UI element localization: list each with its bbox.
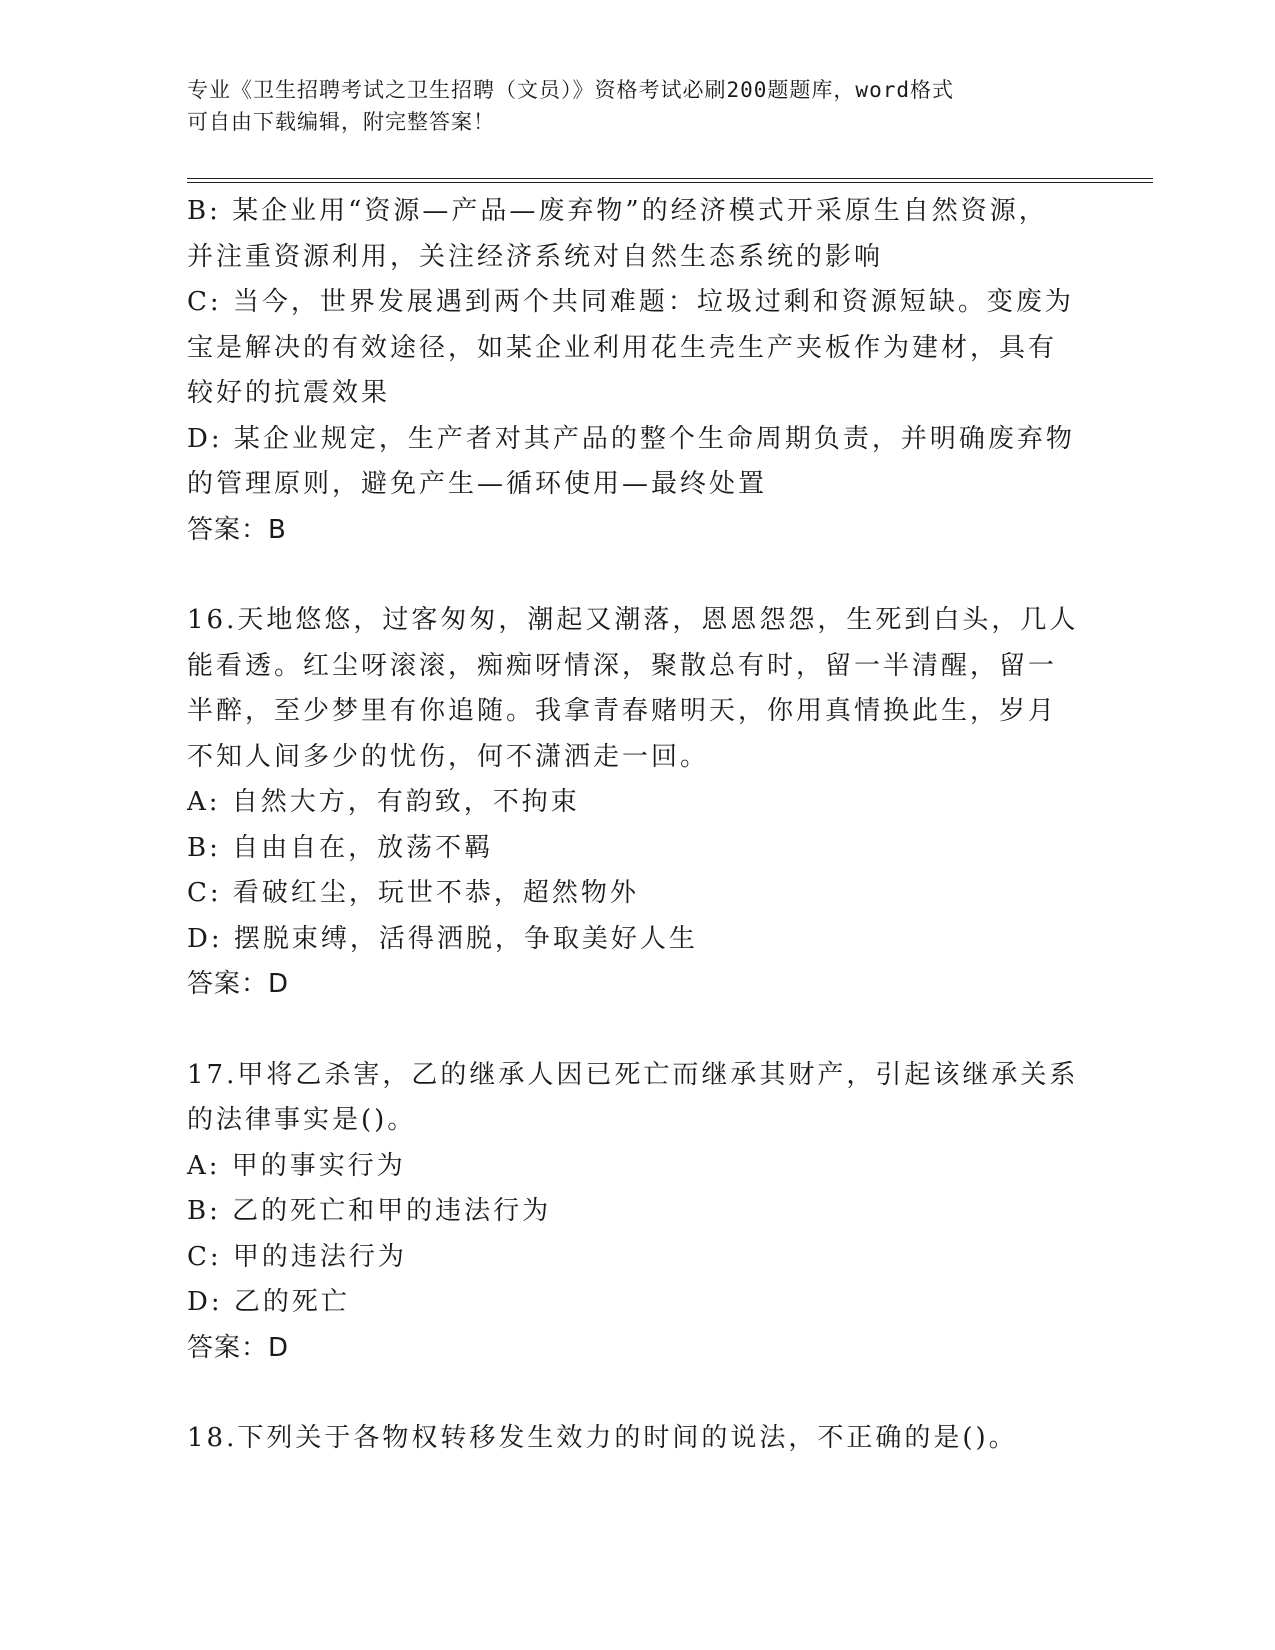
answer-17: 答案：D	[187, 1332, 290, 1363]
option-c-line-2: 宝是解决的有效途径，如某企业利用花生壳生产夹板作为建材，具有	[187, 332, 1058, 363]
option-b-line-2: 并注重资源利用，关注经济系统对自然生态系统的影响	[187, 241, 884, 272]
question-16-option-c: C: 看破红尘，玩世不恭，超然物外	[187, 878, 639, 908]
option-c-line-1: C: 当今，世界发展遇到两个共同难题：垃圾过剩和资源短缺。变废为	[187, 287, 1074, 317]
header-title-line-1: 专业《卫生招聘考试之卫生招聘（文员）》资格考试必刷200题题库，word格式	[187, 78, 954, 102]
question-17-option-c: C: 甲的违法行为	[187, 1241, 407, 1272]
option-c-line-3: 较好的抗震效果	[187, 378, 391, 408]
question-17-option-d: D: 乙的死亡	[187, 1287, 350, 1317]
question-17-option-a: A: 甲的事实行为	[187, 1150, 406, 1181]
question-spacer	[187, 553, 1087, 598]
option-d-line-1: D: 某企业规定，生产者对其产品的整个生命周期负责，并明确废弃物	[187, 423, 1075, 454]
question-16-option-d: D: 摆脱束缚，活得洒脱，争取美好人生	[187, 923, 698, 954]
header-divider	[187, 178, 1153, 183]
question-17-stem-line-1: 17.甲将乙杀害，乙的继承人因已死亡而继承其财产，引起该继承关系	[187, 1059, 1079, 1090]
question-17-stem-line-2: 的法律事实是()。	[187, 1105, 417, 1135]
question-content	[187, 189, 1087, 1462]
header-title-line-2: 可自由下载编辑，附完整答案！	[187, 110, 495, 134]
question-16-stem-line-3: 半醉，至少梦里有你追随。我拿青春赌明天，你用真情换此生，岁月	[187, 696, 1058, 726]
question-18-stem-line-1: 18.下列关于各物权转移发生效力的时间的说法，不正确的是()。	[187, 1423, 1018, 1453]
question-17	[187, 1053, 1087, 1372]
question-16-stem-line-2: 能看透。红尘呀滚滚，痴痴呀情深，聚散总有时，留一半清醒，留一	[187, 650, 1058, 681]
document-header	[187, 74, 1087, 138]
question-16	[187, 598, 1087, 1008]
answer-16: 答案：D	[187, 969, 290, 999]
question-16-option-b: B: 自由自在，放荡不羁	[187, 832, 494, 863]
question-16-stem-line-4: 不知人间多少的忧伤，何不潇洒走一回。	[187, 741, 710, 772]
question-16-option-a: A: 自然大方，有韵致，不拘束	[187, 787, 580, 817]
question-16-stem-line-1: 16.天地悠悠，过客匆匆，潮起又潮落，恩恩怨怨，生死到白头，几人	[187, 605, 1079, 635]
question-15-tail	[187, 189, 1087, 553]
option-b-line-1: B: 某企业用“资源—产品—废弃物”的经济模式开采原生自然资源，	[187, 196, 1048, 226]
question-17-option-b: B: 乙的死亡和甲的违法行为	[187, 1196, 552, 1226]
question-18	[187, 1416, 1087, 1462]
question-spacer	[187, 1008, 1087, 1053]
answer-15: 答案：B	[187, 514, 287, 545]
question-spacer	[187, 1371, 1087, 1416]
option-d-line-2: 的管理原则，避免产生—循环使用—最终处置	[187, 469, 768, 499]
